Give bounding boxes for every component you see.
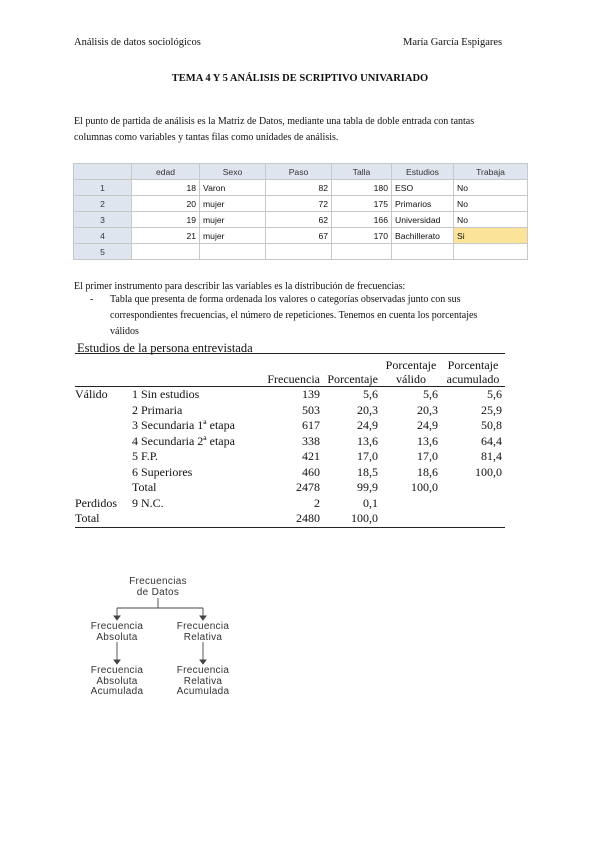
- freq-porcentaje: 18,5: [357, 464, 378, 479]
- matrix-cell: Bachillerato: [392, 228, 454, 244]
- freq-category: 4 Secundaria 2ª etapa: [132, 433, 235, 448]
- freq-group: [75, 465, 132, 481]
- matrix-column-header: Talla: [332, 164, 392, 180]
- diagram-absolute-node: [67, 622, 167, 643]
- freq-acumulado: [441, 496, 505, 512]
- matrix-cell: mujer: [200, 228, 266, 244]
- freq-row: [75, 403, 505, 419]
- freq-porcentaje: 0,1: [363, 495, 378, 510]
- diagram-relative-line2: Relativa: [183, 631, 223, 643]
- freq-frecuencia: 617: [302, 418, 320, 433]
- freq-header-acum-line1: Porcentaje: [447, 358, 499, 372]
- freq-category: 9 N.C.: [132, 495, 164, 510]
- matrix-row: [74, 196, 528, 212]
- matrix-cell-selected: Si: [454, 228, 528, 244]
- matrix-cell: 180: [332, 180, 392, 196]
- document-title: TEMA 4 Y 5 ANÁLISIS DE SCRIPTIVO UNIVARIADO: [171, 73, 429, 84]
- diagram-relacc-line1: Frecuencia: [176, 665, 230, 676]
- diagram-absolute-line1: Frecuencia: [90, 621, 144, 632]
- freq-group: [75, 449, 132, 465]
- matrix-row: [74, 212, 528, 228]
- freq-porcentaje: 99,9: [357, 480, 378, 495]
- freq-row: [75, 387, 505, 403]
- bullet-line-2: correspondientes frecuencias, el número de repeticiones. Tenemos en cuenta los porcentajes: [110, 310, 478, 321]
- matrix-column-header: Trabaja: [454, 164, 528, 180]
- header-left: Análisis de datos sociológicos: [74, 37, 201, 48]
- freq-acumulado: 100,0: [475, 464, 502, 479]
- freq-porcentaje: 24,9: [357, 418, 378, 433]
- matrix-cell: [332, 244, 392, 260]
- matrix-cell: 166: [332, 212, 392, 228]
- freq-category: 6 Superiores: [132, 464, 193, 479]
- freq-frecuencia: 2: [314, 495, 320, 510]
- matrix-cell: Universidad: [392, 212, 454, 228]
- freq-valido: 24,9: [417, 418, 438, 433]
- matrix-cell: 175: [332, 196, 392, 212]
- data-matrix: [73, 163, 528, 260]
- freq-category: 5 F.P.: [132, 449, 159, 464]
- freq-header-frecuencia: Frecuencia: [267, 372, 320, 386]
- freq-group: [75, 480, 132, 496]
- freq-valido: 18,6: [417, 464, 438, 479]
- intro-line-2: columnas como variables y tantas filas como unidades de análisis.: [74, 132, 339, 143]
- matrix-cell: 21: [132, 228, 200, 244]
- diagram-absacc-line2: Absoluta: [96, 675, 138, 687]
- freq-frecuencia: 139: [302, 387, 320, 402]
- freq-group: [75, 434, 132, 450]
- diagram-absolute-accumulated-node: [67, 666, 167, 698]
- matrix-row: [74, 228, 528, 244]
- freq-acumulado: [441, 480, 505, 496]
- freq-intro: El primer instrumento para describir las variables es la distribución de frecuencias:: [74, 281, 406, 292]
- freq-header-porcentaje: Porcentaje: [327, 372, 378, 386]
- diagram-absolute-line2: Absoluta: [96, 631, 138, 643]
- freq-valido: [381, 496, 441, 512]
- freq-header-acum-line2: acumulado: [446, 372, 500, 386]
- freq-header-valido-line1: Porcentaje: [385, 358, 437, 372]
- matrix-cell: mujer: [200, 196, 266, 212]
- matrix-cell: mujer: [200, 212, 266, 228]
- freq-category: 3 Secundaria 1ª etapa: [132, 418, 235, 433]
- freq-acumulado: 81,4: [481, 449, 502, 464]
- diagram-relacc-line3: Acumulada: [176, 686, 230, 697]
- matrix-column-header: Paso: [266, 164, 332, 180]
- freq-porcentaje: 17,0: [357, 449, 378, 464]
- matrix-row-number: 3: [74, 212, 132, 228]
- diagram-root-line1: Frecuencias: [129, 576, 187, 587]
- freq-group: [75, 403, 132, 419]
- freq-frecuencia: 503: [302, 402, 320, 417]
- matrix-cell: No: [454, 196, 528, 212]
- diagram-relative-line1: Frecuencia: [176, 621, 230, 632]
- freq-acumulado: 64,4: [481, 433, 502, 448]
- matrix-cell: [392, 244, 454, 260]
- freq-valido: 5,6: [423, 387, 438, 402]
- freq-category: 2 Primaria: [132, 402, 183, 417]
- matrix-corner-cell: [74, 164, 132, 180]
- matrix-cell: ESO: [392, 180, 454, 196]
- matrix-row: [74, 244, 528, 260]
- frequency-table: [75, 354, 505, 528]
- matrix-cell: [454, 244, 528, 260]
- freq-valido: 17,0: [417, 449, 438, 464]
- matrix-row-number: 5: [74, 244, 132, 260]
- matrix-column-header: Sexo: [200, 164, 266, 180]
- header-right: María García Espigares: [403, 37, 503, 48]
- freq-header-valido: [381, 354, 441, 387]
- freq-row: [75, 480, 505, 496]
- matrix-cell: [132, 244, 200, 260]
- freq-group: [75, 418, 132, 434]
- freq-group: Total: [75, 511, 100, 526]
- freq-frecuencia: 421: [302, 449, 320, 464]
- freq-porcentaje: 5,6: [363, 387, 378, 402]
- freq-valido: 13,6: [417, 433, 438, 448]
- freq-row: [75, 434, 505, 450]
- matrix-column-header: Estudios: [392, 164, 454, 180]
- diagram-arrowhead: [200, 616, 206, 620]
- matrix-cell: 67: [266, 228, 332, 244]
- matrix-row-number: 2: [74, 196, 132, 212]
- freq-category: Total: [132, 480, 157, 495]
- matrix-cell: 72: [266, 196, 332, 212]
- bullet-marker: -: [90, 294, 94, 305]
- matrix-row-number: 4: [74, 228, 132, 244]
- matrix-cell: 20: [132, 196, 200, 212]
- matrix-cell: 82: [266, 180, 332, 196]
- freq-porcentaje: 13,6: [357, 433, 378, 448]
- diagram-absacc-line1: Frecuencia: [90, 665, 144, 676]
- freq-group: Válido: [75, 387, 108, 402]
- freq-acumulado: 50,8: [481, 418, 502, 433]
- freq-row: [75, 496, 505, 512]
- freq-frecuencia: 2478: [296, 480, 320, 495]
- matrix-cell: Varon: [200, 180, 266, 196]
- matrix-column-header: edad: [132, 164, 200, 180]
- intro-paragraph: [74, 114, 474, 146]
- matrix-row: [74, 180, 528, 196]
- matrix-cell: 62: [266, 212, 332, 228]
- freq-header-acumulado: [441, 354, 505, 387]
- matrix-row-number: 1: [74, 180, 132, 196]
- bullet-text: [110, 292, 477, 340]
- freq-frecuencia: 460: [302, 464, 320, 479]
- freq-row: [75, 465, 505, 481]
- freq-header-row: [75, 354, 505, 387]
- bullet-line-1: Tabla que presenta de forma ordenada los valores o categorías observadas junto con sus: [110, 294, 461, 305]
- freq-acumulado: 5,6: [487, 387, 502, 402]
- matrix-cell: 19: [132, 212, 200, 228]
- diagram-relative-node: [153, 622, 253, 643]
- freq-row: [75, 511, 505, 527]
- freq-valido: 100,0: [411, 480, 438, 495]
- freq-valido: 20,3: [417, 402, 438, 417]
- matrix-header-row: [74, 164, 528, 180]
- freq-group: Perdidos: [75, 495, 117, 510]
- diagram-arrowhead: [114, 616, 120, 620]
- diagram-absacc-line3: Acumulada: [90, 686, 144, 697]
- intro-line-1: El punto de partida de análisis es la Matriz de Datos, mediante una tabla de doble entrada con tantas: [74, 116, 475, 127]
- freq-valido: [381, 511, 441, 527]
- freq-row: [75, 449, 505, 465]
- diagram-arrowhead: [114, 660, 120, 664]
- diagram-relative-accumulated-node: [153, 666, 253, 698]
- bullet-line-3: válidos: [110, 326, 139, 337]
- freq-header-valido-line2: válido: [396, 372, 426, 386]
- diagram-root-node: [108, 577, 208, 598]
- matrix-cell: [200, 244, 266, 260]
- diagram-root-line2: de Datos: [136, 586, 180, 598]
- matrix-cell: 170: [332, 228, 392, 244]
- freq-acumulado: 25,9: [481, 402, 502, 417]
- freq-porcentaje: 20,3: [357, 402, 378, 417]
- freq-frecuencia: 2480: [296, 511, 320, 526]
- freq-row: [75, 418, 505, 434]
- freq-acumulado: [441, 511, 505, 527]
- diagram-relacc-line2: Relativa: [183, 675, 223, 687]
- matrix-cell: [266, 244, 332, 260]
- freq-frecuencia: 338: [302, 433, 320, 448]
- freq-porcentaje: 100,0: [351, 511, 378, 526]
- matrix-cell: Primarios: [392, 196, 454, 212]
- freq-table-title: Estudios de la persona entrevistada: [77, 341, 253, 355]
- freq-category: 1 Sin estudios: [132, 387, 200, 402]
- diagram-arrowhead: [200, 660, 206, 664]
- matrix-cell: 18: [132, 180, 200, 196]
- matrix-cell: No: [454, 212, 528, 228]
- freq-category: [132, 511, 259, 527]
- matrix-cell: No: [454, 180, 528, 196]
